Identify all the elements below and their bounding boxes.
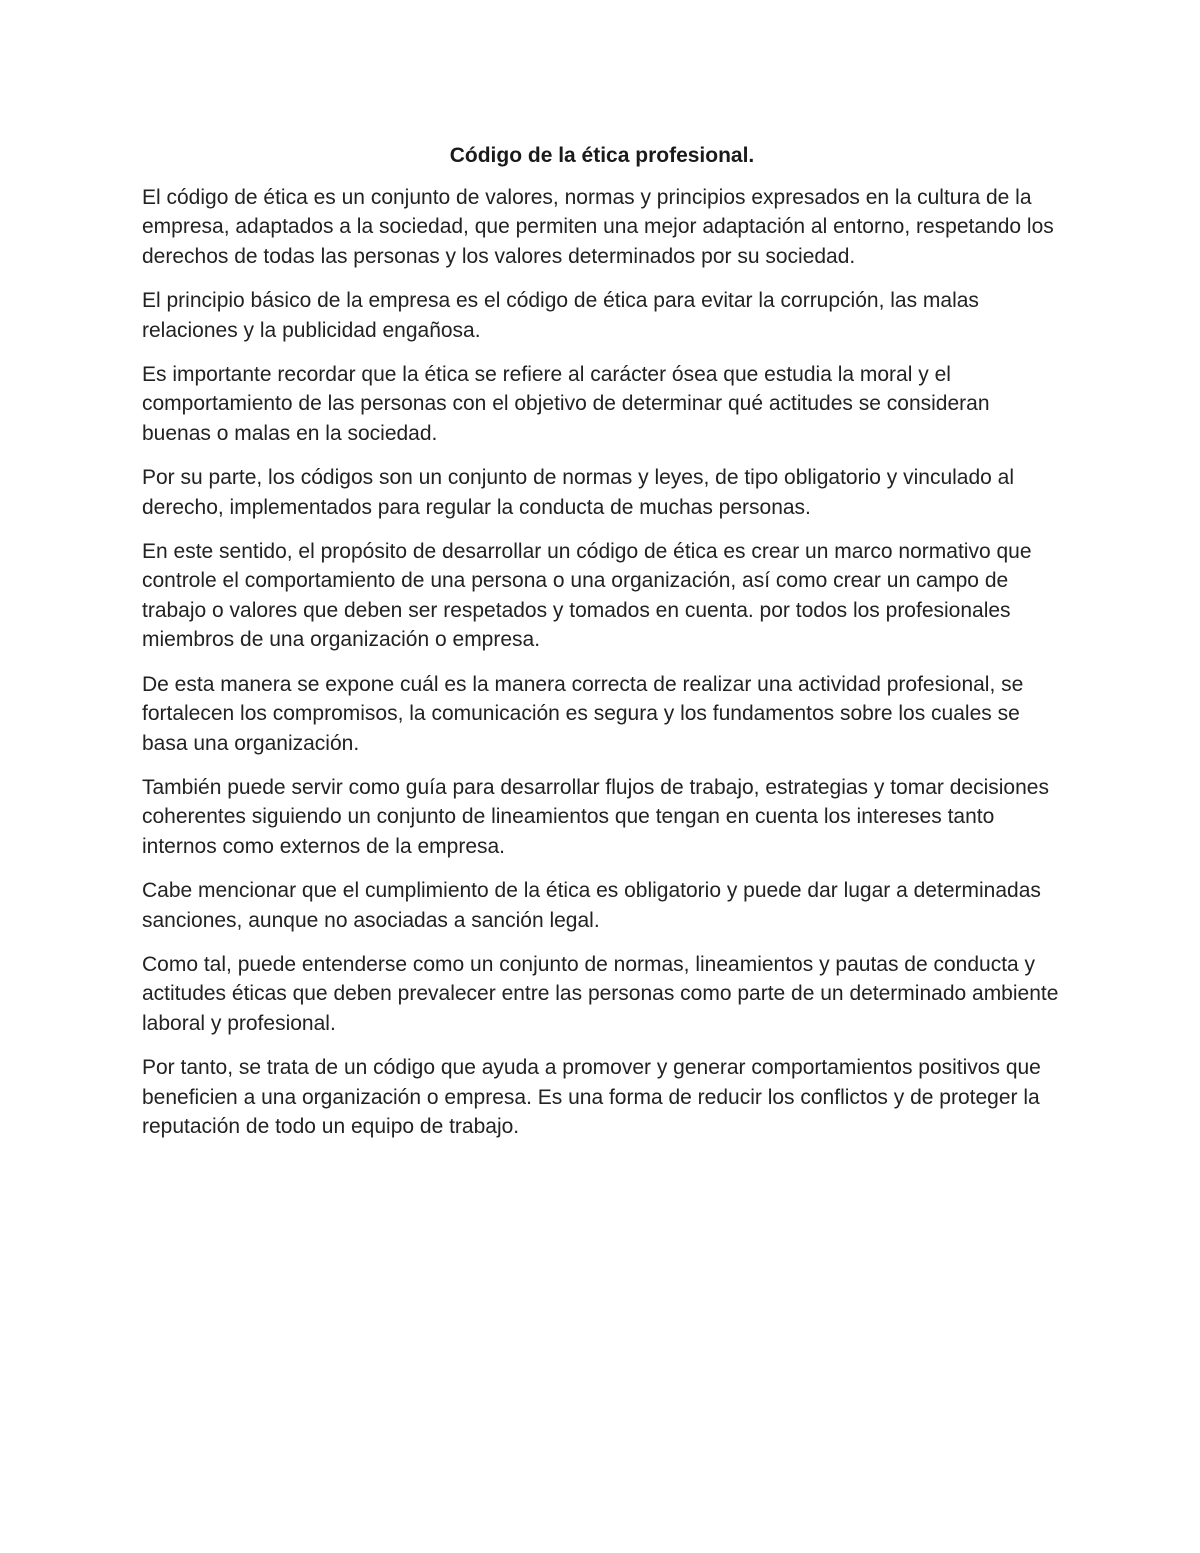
document-title: Código de la ética profesional. [449, 144, 755, 167]
document-page [142, 141, 1062, 1156]
paragraph-9: Como tal, puede entenderse como un conjunto de normas, lineamientos y pautas de conducta y actitudes éticas que deben prevalecer entre las personas como parte de un determinado ambiente laboral y profesional. [142, 952, 1059, 1035]
paragraph-2: El principio básico de la empresa es el código de ética para evitar la corrupción, las malas relaciones y la publicidad engañosa. [142, 289, 979, 342]
paragraph-5: En este sentido, el propósito de desarrollar un código de ética es crear un marco normativo que controle el comportamiento de una persona o una organización, así como crear un campo de trabajo o valores que deben ser respetados y tomados en cuenta. por todos los profesionales miembros de una organización o empresa. [142, 540, 1032, 652]
paragraph-6: De esta manera se expone cuál es la manera correcta de realizar una actividad profesional, se fortalecen los compromisos, la comunicación es segura y los fundamentos sobre los cuales se basa una organización. [142, 672, 1024, 755]
paragraph-1: El código de ética es un conjunto de valores, normas y principios expresados en la cultura de la empresa, adaptados a la sociedad, que permiten una mejor adaptación al entorno, respetando los derechos de todas las personas y los valores determinados por su sociedad. [142, 186, 1054, 268]
paragraph-3: Es importante recordar que la ética se refiere al carácter ósea que estudia la moral y el comportamiento de las personas con el objetivo de determinar qué actitudes se consideran buenas o malas en la sociedad. [142, 363, 990, 445]
paragraph-7: También puede servir como guía para desarrollar flujos de trabajo, estrategias y tomar decisiones coherentes siguiendo un conjunto de lineamientos que tengan en cuenta los intereses tanto internos como externos de la empresa. [142, 775, 1049, 858]
paragraph-4: Por su parte, los códigos son un conjunto de normas y leyes, de tipo obligatorio y vinculado al derecho, implementados para regular la conducta de muchas personas. [142, 466, 1015, 519]
paragraph-8: Cabe mencionar que el cumplimiento de la ética es obligatorio y puede dar lugar a determinadas sanciones, aunque no asociadas a sanción legal. [142, 879, 1041, 932]
paragraph-10: Por tanto, se trata de un código que ayuda a promover y generar comportamientos positivos que beneficien a una organización o empresa. Es una forma de reducir los conflictos y de proteger la reputación de todo un equipo de trabajo. [142, 1056, 1041, 1138]
